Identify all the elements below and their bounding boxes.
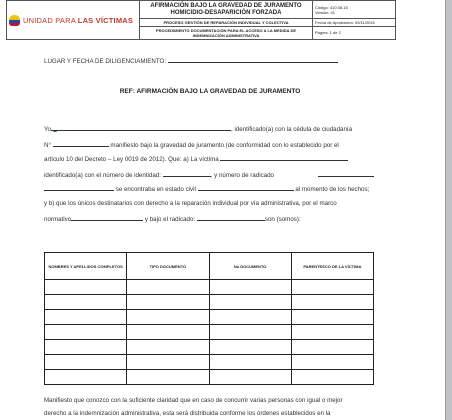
colombia-flag-icon (9, 15, 20, 26)
table-cell[interactable] (291, 295, 373, 310)
table-cell[interactable] (127, 325, 209, 340)
process-cell: PROCESO GESTIÓN DE REPARACIÓN INDIVIDUAL Y COLECTIVA (140, 19, 313, 26)
table-cell[interactable] (45, 280, 127, 295)
code-text: Código: 410.08.15 (315, 4, 348, 10)
table-cell[interactable] (209, 325, 291, 340)
table-cell[interactable] (45, 355, 127, 370)
table-cell[interactable] (209, 370, 291, 385)
table-row (45, 370, 374, 385)
title-line-1: AFIRMACIÓN BAJO LA GRAVEDAD DE JURAMENTO (150, 2, 302, 9)
id-number-blank[interactable] (53, 140, 109, 147)
radicado-blank-wrap (318, 170, 374, 180)
table-header-row (45, 253, 374, 280)
civil-status-blank[interactable] (198, 184, 294, 191)
table-cell[interactable] (127, 295, 209, 310)
para1-line2: N° manifiesto bajo la gravedad de juramento (de conformidad con lo establecido por el (44, 142, 339, 149)
beneficiaries-table (44, 252, 374, 385)
table-cell[interactable] (45, 340, 127, 355)
table-cell[interactable] (291, 355, 373, 370)
procedure-cell: PROCEDIMIENTO DOCUMENTACIÓN PARA EL ACCESO A LA MEDIDA DE INDEMNIZACIÓN ADMINISTRATIVA (140, 26, 313, 39)
logo-text-prefix: UNIDAD PARA (23, 15, 78, 25)
table-cell[interactable] (45, 295, 127, 310)
col-header-relationship: PARENTESCO DE LA VÍCTIMA (291, 253, 373, 280)
table-cell[interactable] (127, 280, 209, 295)
approval-cell: Fecha de Aprobación: 09/11/2016 (313, 19, 396, 26)
logo-text-bold: LAS VÍCTIMAS (77, 15, 134, 25)
table-row (45, 355, 374, 370)
table-cell[interactable] (45, 310, 127, 325)
reference-heading: REF: AFIRMACIÓN BAJO LA GRAVEDAD DE JURAMENTO (119, 88, 301, 95)
table-cell[interactable] (291, 325, 373, 340)
table-cell[interactable] (127, 355, 209, 370)
place-date-label: LUGAR Y FECHA DE DILIGENCIAMIENTO: (44, 58, 167, 65)
code-cell (313, 1, 396, 19)
para1-line3: artículo 10 del Decreto – Ley 0019 de 2012). Que: a) La víctima (44, 154, 348, 164)
table-cell[interactable] (45, 370, 127, 385)
table-row (45, 295, 374, 310)
table-cell[interactable] (127, 370, 209, 385)
victim-name-blank[interactable] (220, 154, 348, 161)
table-row (45, 325, 374, 340)
table-cell[interactable] (209, 340, 291, 355)
col-header-name: NOMBRES Y APELLIDOS COMPLETOS (45, 253, 127, 280)
para1-line7: normativo y bajo el radicado: son (somos): (44, 216, 301, 223)
radicado-blank[interactable] (318, 170, 374, 177)
table-cell[interactable] (291, 370, 373, 385)
normative-blank[interactable] (71, 214, 143, 221)
para2-line1: Manifiesto que conozco con la suficiente claridad que en caso de concurrir varias personas con igual o mejor (44, 397, 343, 404)
table-cell[interactable] (127, 340, 209, 355)
form-title (140, 1, 313, 19)
victim-id-blank[interactable] (163, 170, 211, 177)
table-cell[interactable] (291, 280, 373, 295)
para1-line1: Yo , identificado(a) con la cédula de ciudadanía (44, 126, 353, 133)
table-cell[interactable] (45, 325, 127, 340)
table-cell[interactable] (127, 310, 209, 325)
table-cell[interactable] (291, 310, 373, 325)
col-header-doc-number: No DOCUMENTO (209, 253, 291, 280)
version-text: Versión: 01 (315, 9, 336, 15)
table-cell[interactable] (209, 310, 291, 325)
table-row (45, 310, 374, 325)
para1-line5: se encontraba en estado civil al momento de los hechos; (44, 184, 369, 194)
document-header (6, 0, 396, 40)
place-date-line (44, 56, 338, 66)
name-blank[interactable] (51, 124, 231, 131)
logo-cell (7, 1, 140, 40)
table-cell[interactable] (209, 295, 291, 310)
col-header-doc-type: TIPO DOCUMENTO (127, 253, 209, 280)
table-row (45, 340, 374, 355)
table-cell[interactable] (291, 340, 373, 355)
para1-line6: y b) que los únicos destinatarios con derecho a la reparación individual por vía administrativa, por el marco (44, 200, 337, 207)
table-cell[interactable] (209, 280, 291, 295)
table-row (45, 280, 374, 295)
unidad-victimas-logo (9, 15, 137, 26)
radicado2-blank[interactable] (197, 214, 265, 221)
table-body (45, 280, 374, 385)
para2-line2: derecho a la indemnización administrativa, esta será distribuida conforme los órdenes establecidos en la (44, 410, 331, 417)
table-cell[interactable] (209, 355, 291, 370)
place-date-blank[interactable] (168, 56, 338, 63)
radicado-cont-blank[interactable] (44, 184, 114, 191)
page-number-cell: Página: 1 de 2 (313, 26, 396, 39)
title-line-2: HOMICIDIO-DESAPARICIÓN FORZADA (170, 9, 282, 16)
para1-line4: identificado(a) con el número de identidad: , y número de radicado (44, 172, 274, 179)
